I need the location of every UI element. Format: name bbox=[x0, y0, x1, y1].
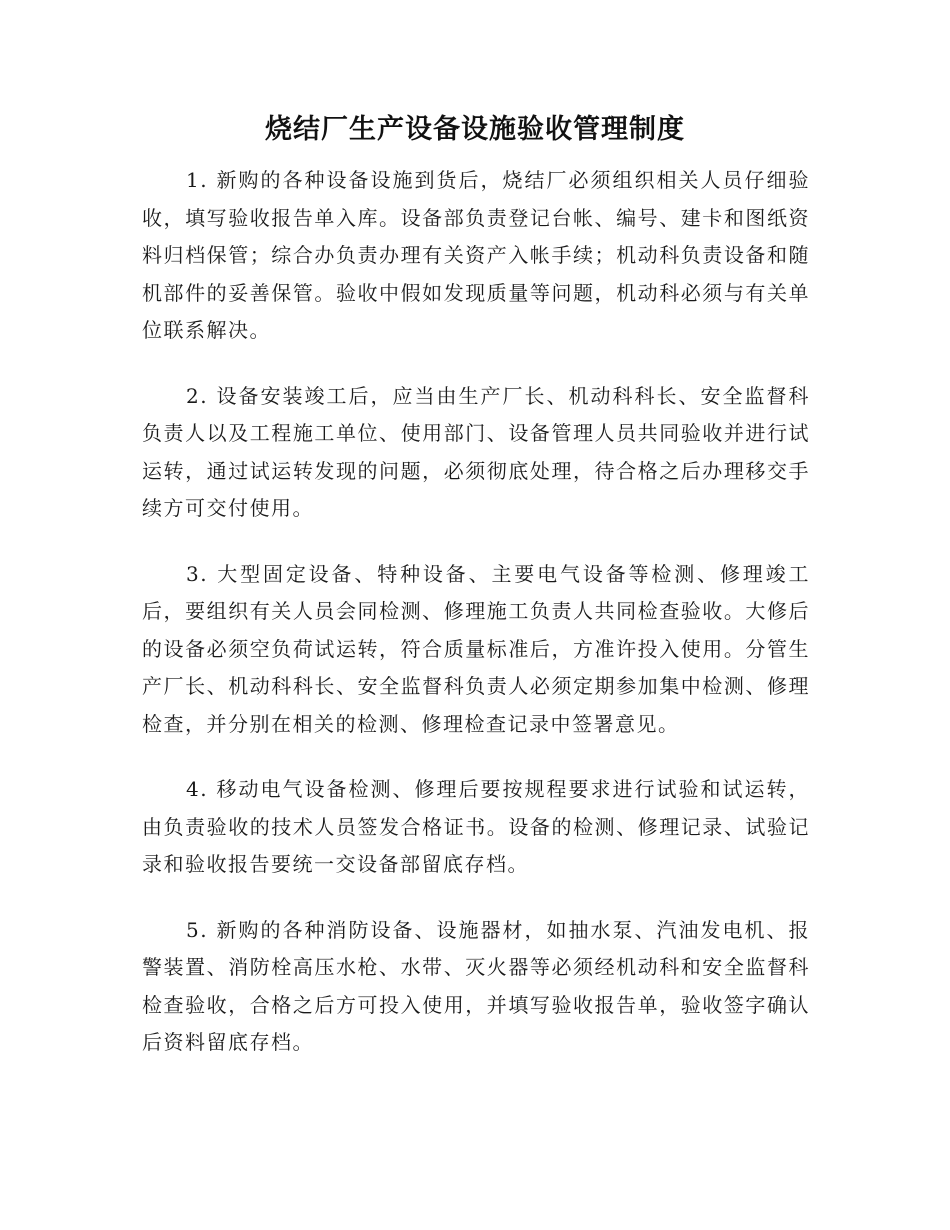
paragraph-3: 3. 大型固定设备、特种设备、主要电气设备等检测、修理竣工后，要组织有关人员会同检测、修理施工负责人共同检查验收。大修后的设备必须空负荷试运转，符合质量标准后，方准许投入使用。分管生产厂长、机动科科长、安全监督科负责人必须定期参加集中检测、修理检查，并分别在相关的检测、修理检查记录中签署意见。 bbox=[142, 561, 810, 736]
paragraph-5: 5. 新购的各种消防设备、设施器材，如抽水泵、汽油发电机、报警装置、消防栓高压水枪、水带、灭火器等必须经机动科和安全监督科检查验收，合格之后方可投入使用，并填写验收报告单，验收签字确认后资料留底存档。 bbox=[142, 917, 810, 1054]
document-title: 烧结厂生产设备设施验收管理制度 bbox=[265, 114, 685, 145]
paragraph-4: 4. 移动电气设备检测、修理后要按规程要求进行试验和试运转，由负责验收的技术人员签发合格证书。设备的检测、修理记录、试验记录和验收报告要统一交设备部留底存档。 bbox=[142, 777, 810, 876]
document-body bbox=[142, 162, 810, 1090]
paragraph-1: 1. 新购的各种设备设施到货后，烧结厂必须组织相关人员仔细验收，填写验收报告单入库。设备部负责登记台帐、编号、建卡和图纸资料归档保管；综合办负责办理有关资产入帐手续；机动科负责设备和随机部件的妥善保管。验收中假如发现质量等问题，机动科必须与有关单位联系解决。 bbox=[142, 168, 810, 342]
paragraph-2: 2. 设备安装竣工后，应当由生产厂长、机动科科长、安全监督科负责人以及工程施工单位、使用部门、设备管理人员共同验收并进行试运转，通过试运转发现的问题，必须彻底处理，待合格之后办理移交手续方可交付使用。 bbox=[142, 383, 810, 520]
